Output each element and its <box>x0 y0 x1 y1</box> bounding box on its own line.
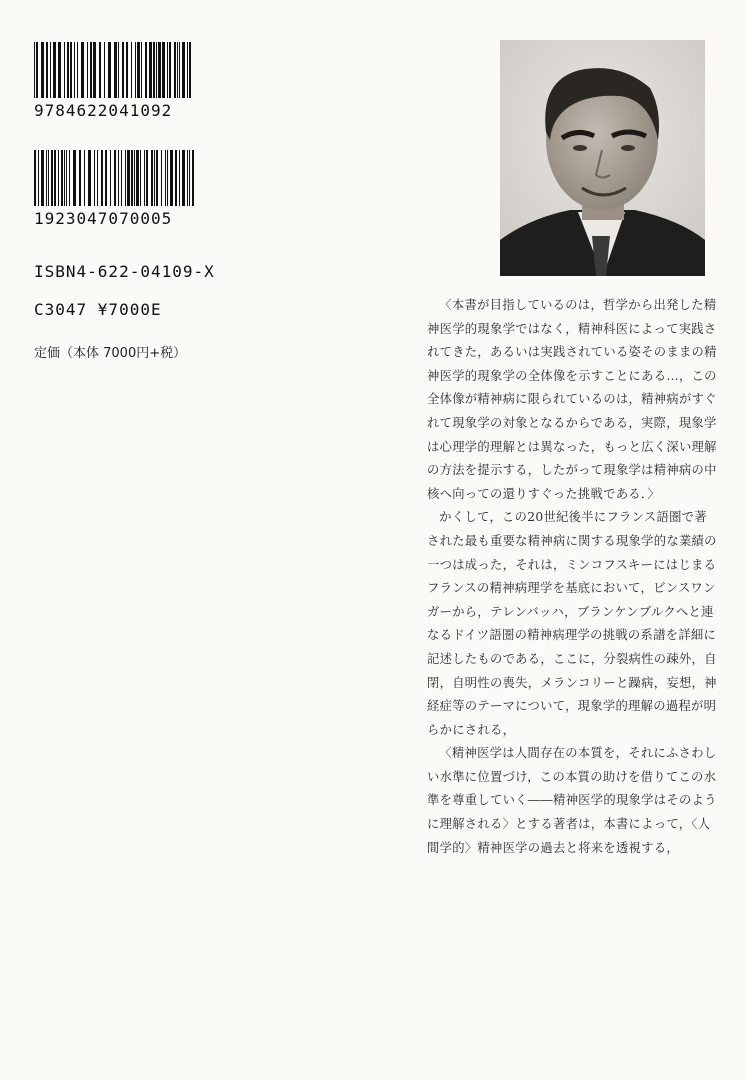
barcode-bar <box>118 150 119 206</box>
barcode-bar <box>38 150 39 206</box>
barcode-bar <box>149 42 152 98</box>
barcode-bar <box>50 42 51 98</box>
barcode-bar <box>151 150 153 206</box>
barcode-bar <box>61 150 63 206</box>
barcode-bar <box>189 150 190 206</box>
barcode-bar <box>108 42 111 98</box>
barcode-bar <box>179 42 180 98</box>
barcode-bar <box>81 42 84 98</box>
barcode-bar <box>94 150 95 206</box>
barcode-bar <box>158 42 161 98</box>
barcode-bar <box>167 42 168 98</box>
barcode-bar <box>64 42 65 98</box>
barcode-bar <box>110 150 111 206</box>
barcode-bar <box>122 42 124 98</box>
barcode-bar <box>64 150 65 206</box>
barcode-bar <box>169 42 171 98</box>
barcode-bar <box>170 150 173 206</box>
description-paragraph: かくして，この20世紀後半にフランス語圏で著された最も重要な精神病に関する現象学的な業績の一つは成った，それは，ミンコフスキーにはじまるフランスの精神病理学を基底において，ビンスワンガーから，テレンバッハ，ブランケンブルクへと連なるドイツ語圏の精神病理学の挑戦の系譜を詳細に記述したものである，ここに，分裂病性の疎外，自閉，自明性の喪失，メランコリーと躁病，妄想，神経症等のテーマについて，現象学的理解の過程が明らかにされる， <box>427 510 717 737</box>
barcode-bar <box>140 150 141 206</box>
barcode-bar <box>46 42 48 98</box>
barcode-bar <box>161 150 162 206</box>
barcode-bar <box>48 150 49 206</box>
barcode-digits: 1923047070005 <box>34 209 173 228</box>
c-code-text: C3047 ¥7000E <box>34 300 162 319</box>
barcode-bar <box>88 150 91 206</box>
barcode-bar <box>46 150 47 206</box>
barcode-bar <box>146 150 148 206</box>
barcode-bars <box>34 150 194 206</box>
barcode-bar <box>70 42 72 98</box>
barcode-bar <box>189 42 191 98</box>
barcode-bars <box>34 42 194 98</box>
barcode-bar <box>187 150 188 206</box>
barcode-bar <box>51 150 53 206</box>
barcode-bar <box>118 42 119 98</box>
barcode-bar <box>66 150 67 206</box>
barcode-digits: 9784622041092 <box>34 101 173 120</box>
barcode-bar <box>69 150 70 206</box>
barcode-bar <box>34 150 36 206</box>
barcode-bar <box>153 42 155 98</box>
barcode-bar <box>156 150 158 206</box>
book-description <box>427 294 717 860</box>
barcode-bar <box>90 42 92 98</box>
barcode-bar <box>101 150 103 206</box>
author-photo <box>500 40 705 276</box>
isbn-barcode <box>34 42 194 120</box>
barcode-bar <box>179 150 180 206</box>
description-paragraph: 〈本書が目指しているのは，哲学から出発した精神医学的現象学ではなく，精神科医によって実践されてきた，あるいは実践されている姿そのままの精神医学的現象学の全体像を示すことにある…，この全体像が精神病に限られているのは，精神病がすぐれて現象学の対象となるからである，実際，現象学は心理学的理解とは異なった，もっと広く深い理解の方法を提示する，したがって現象学は精神病の中核へ向っての還りすぐった挑戦である．〉 <box>427 298 717 501</box>
barcode-bar <box>145 42 147 98</box>
barcode-bar <box>77 42 78 98</box>
barcode-bar <box>192 150 194 206</box>
barcode-bar <box>175 150 177 206</box>
barcode-bar <box>137 42 140 98</box>
barcode-bar <box>73 150 76 206</box>
barcode-bar <box>167 150 168 206</box>
barcode-bar <box>174 42 176 98</box>
barcode-bar <box>162 42 165 98</box>
barcode-bar <box>74 42 75 98</box>
barcode-bar <box>84 150 85 206</box>
barcode-bar <box>165 150 166 206</box>
barcode-bar <box>144 150 145 206</box>
barcode-bar <box>93 42 96 98</box>
barcode-bar <box>131 150 133 206</box>
barcode-bar <box>136 150 139 206</box>
barcode-bar <box>182 150 185 206</box>
barcode-bar <box>187 42 188 98</box>
barcode-bar <box>127 150 130 206</box>
barcode-bar <box>182 42 185 98</box>
barcode-bar <box>34 42 35 98</box>
barcode-bar <box>105 150 107 206</box>
barcode-bar <box>134 150 135 206</box>
description-paragraph: 〈精神医学は人間存在の本質を，それにふさわしい水準に位置づけ，この本質の助けを借りてこの水準を尊重していく――精神医学的現象学はそのように理解される〉とする著者は，本書によって，〈人間学的〉精神医学の過去と将来を透視する， <box>427 746 717 855</box>
barcode-bar <box>114 42 117 98</box>
barcode-bar <box>58 42 61 98</box>
barcode-bar <box>67 42 69 98</box>
barcode-bar <box>104 42 105 98</box>
barcode-bar <box>114 150 116 206</box>
barcode-bar <box>58 150 59 206</box>
barcode-bar <box>99 42 101 98</box>
barcode-bar <box>54 150 56 206</box>
barcode-bar <box>97 150 98 206</box>
barcode-bar <box>41 150 44 206</box>
author-portrait-image <box>500 40 705 276</box>
barcode-bar <box>156 42 157 98</box>
barcode-bar <box>126 42 128 98</box>
barcode-bar <box>87 42 88 98</box>
price-text: 定価（本体 7000円+税） <box>34 346 187 361</box>
barcode-bar <box>121 150 122 206</box>
isbn-text: ISBN4-622-04109-X <box>34 262 215 281</box>
price-barcode <box>34 150 194 228</box>
barcode-bar <box>41 42 44 98</box>
barcode-bar <box>131 42 132 98</box>
barcode-bar <box>79 150 81 206</box>
barcode-bar <box>36 42 38 98</box>
barcode-bar <box>135 42 136 98</box>
barcode-bar <box>154 150 155 206</box>
barcode-bar <box>125 150 126 206</box>
barcode-bar <box>177 42 178 98</box>
barcode-bar <box>141 42 142 98</box>
barcode-bar <box>53 42 56 98</box>
